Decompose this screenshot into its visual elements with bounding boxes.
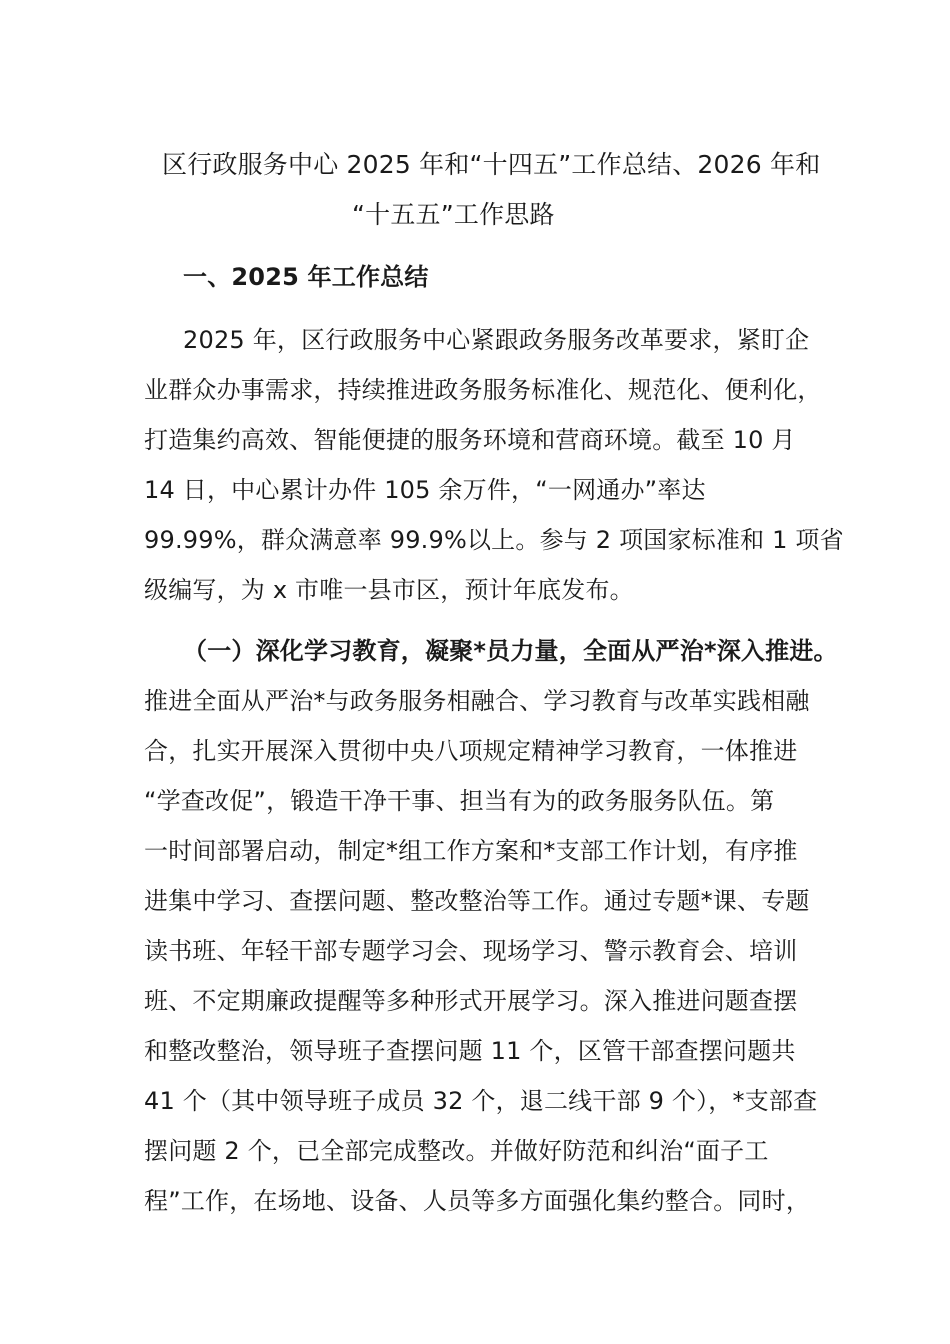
paragraph-line: 打造集约高效、智能便捷的服务环境和营商环境。截至 10 月 bbox=[144, 426, 796, 454]
paragraph-line: 14 日，中心累计办件 105 余万件，“一网通办”率达 bbox=[144, 476, 706, 504]
paragraph-line: 和整改整治，领导班子查摆问题 11 个，区管干部查摆问题共 bbox=[144, 1037, 796, 1065]
paragraph-line: “学查改促”，锻造干净干事、担当有为的政务服务队伍。第 bbox=[144, 787, 775, 815]
paragraph-line: 班、不定期廉政提醒等多种形式开展学习。深入推进问题查摆 bbox=[144, 987, 798, 1015]
paragraph-line: 推进全面从严治*与政务服务相融合、学习教育与改革实践相融 bbox=[144, 687, 810, 715]
paragraph-line: 业群众办事需求，持续推进政务服务标准化、规范化、便利化， bbox=[144, 376, 822, 404]
paragraph-line: 2025 年，区行政服务中心紧跟政务服务改革要求，紧盯企 bbox=[183, 326, 810, 354]
paragraph-line: 合，扎实开展深入贯彻中央八项规定精神学习教育，一体推进 bbox=[144, 737, 798, 765]
paragraph-line: 进集中学习、查摆问题、整改整治等工作。通过专题*课、专题 bbox=[144, 887, 810, 915]
paragraph-line: 一时间部署启动，制定*组工作方案和*支部工作计划，有序推 bbox=[144, 837, 798, 865]
subsection-heading-1: （一）深化学习教育，凝聚*员力量，全面从严治*深入推进。 bbox=[183, 637, 838, 665]
paragraph-line: 级编写，为 x 市唯一县市区，预计年底发布。 bbox=[144, 576, 634, 604]
paragraph-line: 99.99%，群众满意率 99.9%以上。参与 2 项国家标准和 1 项省 bbox=[144, 526, 844, 554]
document-title-line-2: “十五五”工作思路 bbox=[352, 200, 555, 229]
paragraph-line: 读书班、年轻干部专题学习会、现场学习、警示教育会、培训 bbox=[144, 937, 798, 965]
paragraph-line: 摆问题 2 个，已全部完成整改。并做好防范和纠治“面子工 bbox=[144, 1137, 769, 1165]
paragraph-line: 41 个（其中领导班子成员 32 个，退二线干部 9 个），*支部查 bbox=[144, 1087, 818, 1115]
section-heading-1: 一、2025 年工作总结 bbox=[183, 263, 429, 291]
document-title-line-1: 区行政服务中心 2025 年和“十四五”工作总结、2026 年和 bbox=[162, 150, 821, 179]
paragraph-line: 程”工作，在场地、设备、人员等多方面强化集约整合。同时， bbox=[144, 1187, 811, 1215]
